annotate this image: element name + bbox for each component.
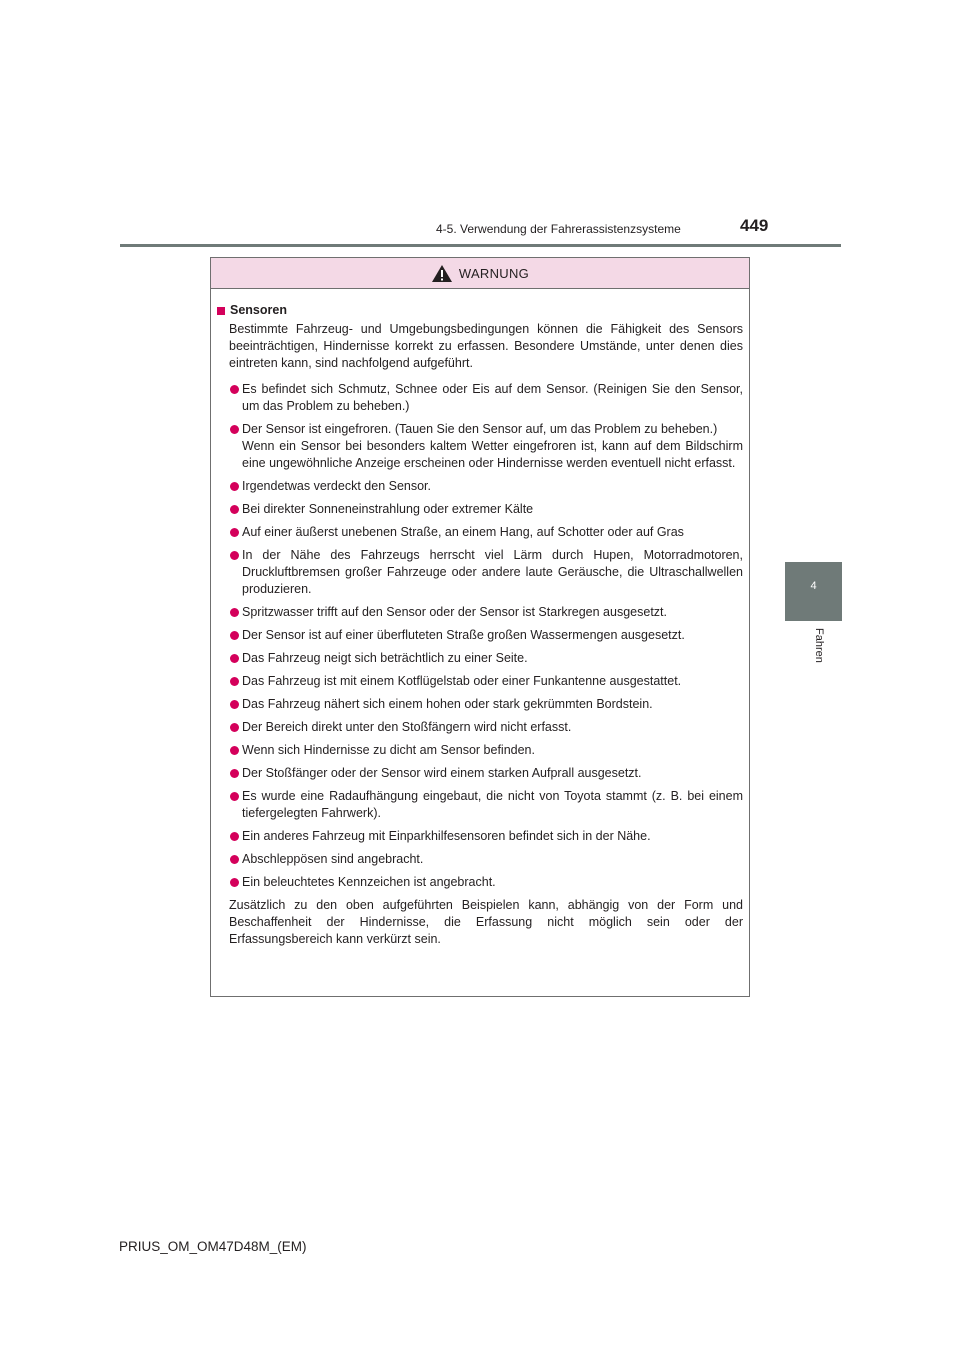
warning-heading-text: Sensoren [230,303,287,317]
bullet-item [217,604,743,621]
bullet-text: Der Stoßfänger oder der Sensor wird einem starken Aufprall ausgesetzt. [242,766,642,780]
warning-triangle-icon [431,264,453,283]
chapter-label: Fahren [813,628,825,663]
round-bullet-icon [230,482,239,491]
bullet-text: Das Fahrzeug ist mit einem Kotflügelstab oder einer Funkantenne ausgestattet. [242,674,682,688]
bullet-text: Der Bereich direkt unter den Stoßfängern wird nicht erfasst. [242,720,572,734]
square-bullet-icon [217,307,225,315]
round-bullet-icon [230,746,239,755]
bullet-text: Ein beleuchtetes Kennzeichen ist angebracht. [242,875,496,889]
page-number: 449 [740,216,769,235]
bullet-item [217,696,743,713]
round-bullet-icon [230,878,239,887]
bullet-text: Es befindet sich Schmutz, Schnee oder Eis auf dem Sensor. (Reinigen Sie den Sensor, um das Problem zu beheben.) [242,382,743,413]
bullet-text: Spritzwasser trifft auf den Sensor oder der Sensor ist Starkregen ausgesetzt. [242,605,667,619]
round-bullet-icon [230,769,239,778]
round-bullet-icon [230,832,239,841]
bullet-text: Wenn ein Sensor bei besonders kaltem Wetter eingefroren ist, kann auf dem Bildschirm eine ungewöhnliche Anzeige erscheinen oder Hindernisse werden eventuell nicht erfasst. [242,439,743,470]
round-bullet-icon [230,792,239,801]
bullet-text: In der Nähe des Fahrzeugs herrscht viel Lärm durch Hupen, Motorradmotoren, Druckluftbremsen großer Fahrzeuge oder andere laute Geräusche, die Ultraschallwellen produzieren. [242,548,743,596]
bullet-text: Auf einer äußerst unebenen Straße, an einem Hang, auf Schotter oder auf Gras [242,525,684,539]
bullet-text: Das Fahrzeug nähert sich einem hohen oder stark gekrümmten Bordstein. [242,697,653,711]
round-bullet-icon [230,855,239,864]
bullet-item [217,673,743,690]
round-bullet-icon [230,677,239,686]
bullet-text: Der Sensor ist eingefroren. (Tauen Sie den Sensor auf, um das Problem zu beheben.) [242,422,718,436]
bullet-item [217,765,743,782]
round-bullet-icon [230,425,239,434]
section-title: 4-5. Verwendung der Fahrerassistenzsysteme [436,222,681,236]
warning-closing: Zusätzlich zu den oben aufgeführten Beispielen kann, abhängig von der Form und Beschaffenheit der Hindernisse, die Erfassung nicht möglich sein oder der Erfassungsbereich kann verkürzt sein. [229,898,743,946]
bullet-item [217,421,743,472]
bullet-item [217,478,743,495]
bullet-item [217,547,743,598]
round-bullet-icon [230,700,239,709]
bullet-item [217,650,743,667]
bullet-item [217,719,743,736]
round-bullet-icon [230,528,239,537]
bullet-text: Wenn sich Hindernisse zu dicht am Sensor befinden. [242,743,535,757]
bullet-text: Ein anderes Fahrzeug mit Einparkhilfesensoren befindet sich in der Nähe. [242,829,651,843]
bullet-text: Abschleppösen sind angebracht. [242,852,424,866]
round-bullet-icon [230,551,239,560]
document-code: PRIUS_OM_OM47D48M_(EM) [119,1239,307,1254]
bullet-item [217,851,743,868]
warning-heading [217,302,743,319]
header-rule [120,244,841,247]
bullet-text: Bei direkter Sonneneinstrahlung oder extremer Kälte [242,502,534,516]
bullet-item [217,874,743,891]
round-bullet-icon [230,385,239,394]
warning-bullet-list [217,381,743,891]
bullet-item [217,788,743,822]
bullet-item [217,524,743,541]
round-bullet-icon [230,723,239,732]
bullet-item [217,828,743,845]
round-bullet-icon [230,631,239,640]
bullet-item [217,501,743,518]
warning-intro: Bestimmte Fahrzeug- und Umgebungsbedingungen können die Fähigkeit des Sensors beeinträchtigen, Hindernisse korrekt zu erfassen. Besondere Umstände, unter denen dies eintreten kann, sind nachfolgend aufgeführt. [229,322,743,370]
round-bullet-icon [230,654,239,663]
bullet-text: Der Sensor ist auf einer überfluteten Straße großen Wassermengen ausgesetzt. [242,628,685,642]
round-bullet-icon [230,505,239,514]
bullet-text: Das Fahrzeug neigt sich beträchtlich zu einer Seite. [242,651,528,665]
bullet-item [217,627,743,644]
round-bullet-icon [230,608,239,617]
bullet-text: Es wurde eine Radaufhängung eingebaut, die nicht von Toyota stammt (z. B. bei einem tiefergelegten Fahrwerk). [242,789,743,820]
bullet-text: Irgendetwas verdeckt den Sensor. [242,479,432,493]
warning-box [210,257,750,997]
bullet-item [217,742,743,759]
warning-label: WARNUNG [458,265,530,281]
chapter-tab [785,562,842,621]
chapter-number: 4 [810,580,817,592]
bullet-item [217,381,743,415]
warning-body [211,289,749,948]
warning-header [211,258,749,289]
